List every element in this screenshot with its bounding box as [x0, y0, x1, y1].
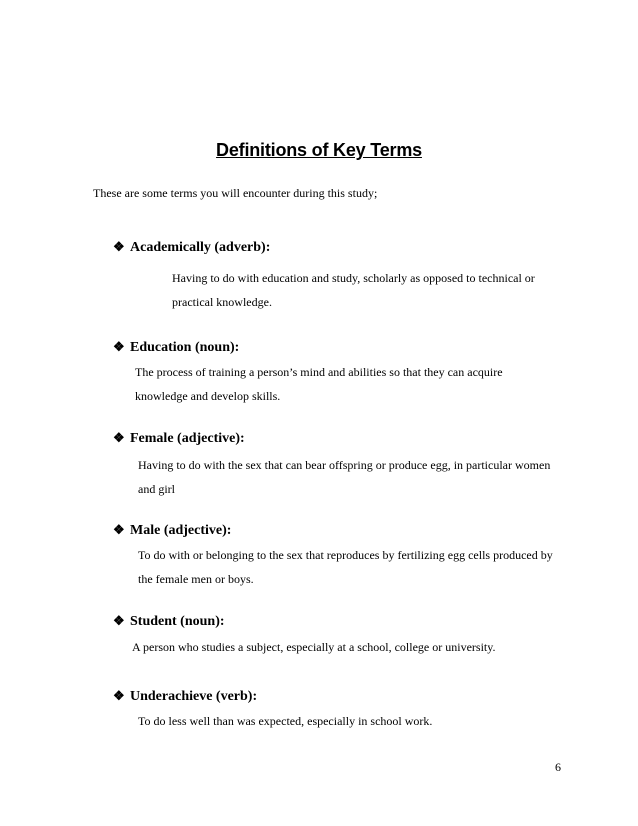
term-definition-male: To do with or belonging to the sex that reproduces by fertilizing egg cells produced by the female men or boys.	[138, 548, 553, 586]
intro-text: These are some terms you will encounter during this study;	[93, 186, 378, 200]
term-heading-female	[113, 430, 245, 447]
diamond-bullet-icon: ❖	[113, 522, 125, 537]
diamond-bullet-icon: ❖	[113, 430, 125, 445]
term-label: Student (noun):	[130, 614, 225, 629]
term-label: Female (adjective):	[130, 431, 245, 446]
term-definition-education: The process of training a person’s mind and abilities so that they can acquire knowledge and develop skills.	[135, 365, 503, 403]
term-heading-male	[113, 522, 231, 539]
diamond-bullet-icon: ❖	[113, 239, 125, 254]
term-label: Academically (adverb):	[130, 240, 271, 255]
term-heading-underachieve	[113, 688, 257, 705]
term-definition-student: A person who studies a subject, especially at a school, college or university.	[132, 640, 496, 654]
term-label: Underachieve (verb):	[130, 689, 258, 704]
diamond-bullet-icon: ❖	[113, 339, 125, 354]
diamond-bullet-icon: ❖	[113, 613, 125, 628]
term-definition-underachieve: To do less well than was expected, especially in school work.	[138, 714, 433, 728]
term-definition-academically: Having to do with education and study, scholarly as opposed to technical or practical knowledge.	[172, 271, 535, 309]
diamond-bullet-icon: ❖	[113, 688, 125, 703]
term-heading-academically	[113, 239, 270, 256]
term-heading-student	[113, 613, 225, 630]
page-title: Definitions of Key Terms	[216, 140, 422, 160]
term-heading-education	[113, 339, 239, 356]
term-label: Education (noun):	[130, 340, 240, 355]
page-number: 6	[555, 760, 561, 774]
term-label: Male (adjective):	[130, 523, 232, 538]
term-definition-female: Having to do with the sex that can bear offspring or produce egg, in particular women and girl	[138, 458, 551, 496]
